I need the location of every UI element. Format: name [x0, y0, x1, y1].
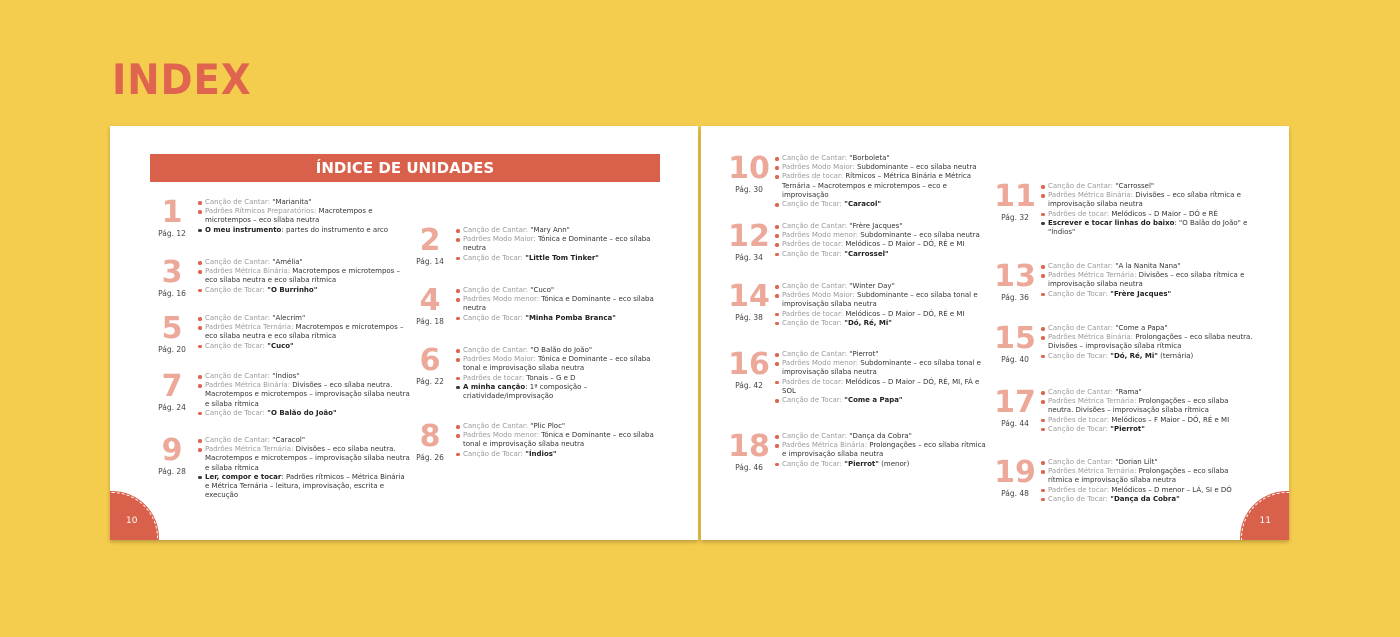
- line-text: Divisões – eco sílaba neutra. Macrotempos e microtempos – improvisação sílaba neutra e sílaba rítmica: [205, 381, 410, 408]
- unit-line: [1041, 495, 1253, 504]
- unit-lines: [198, 198, 410, 235]
- line-label: Canção de Cantar:: [782, 282, 847, 290]
- unit-line: [456, 295, 668, 313]
- unit-number-block: [727, 219, 771, 262]
- unit-line: [456, 450, 668, 459]
- unit-number: 13: [994, 259, 1036, 294]
- line-label: Canção de Tocar:: [782, 396, 842, 405]
- line-label: Canção de Cantar:: [1048, 388, 1113, 396]
- section-heading: ÍNDICE DE UNIDADES: [150, 154, 660, 182]
- unit-number-block: [993, 455, 1037, 498]
- line-bold-text: "Pierrot": [1107, 424, 1145, 433]
- line-text: "Alecrim": [270, 314, 306, 322]
- line-text: "Borboleta": [847, 154, 890, 162]
- unit-line: [198, 409, 410, 418]
- line-text: "Dorian Lilt": [1113, 458, 1158, 466]
- unit-number: 2: [419, 223, 441, 258]
- unit-line: [198, 314, 410, 323]
- unit-line: [775, 222, 987, 231]
- line-label: Canção de Tocar:: [1048, 424, 1108, 433]
- unit-line: [456, 346, 668, 355]
- unit-number-block: [993, 179, 1037, 222]
- line-bold-text: Ler, compor e tocar: [205, 472, 282, 481]
- unit-line: [775, 319, 987, 328]
- line-text: "Come a Papa": [1113, 324, 1168, 332]
- line-text: "O Balão do João": [528, 346, 593, 354]
- unit-line: [775, 291, 987, 309]
- line-label: Padrões Métrica Binária:: [782, 441, 868, 450]
- unit-number-block: [150, 311, 194, 354]
- unit-line: [1041, 262, 1253, 271]
- unit-number-block: [408, 419, 452, 462]
- line-label: Padrões Métrica Binária:: [1048, 191, 1134, 200]
- unit-line: [456, 374, 668, 383]
- unit-page-ref: Pág. 28: [158, 467, 186, 476]
- line-text: Macrotempos e microtempos – eco sílaba neutra: [205, 207, 373, 225]
- line-label: Padrões Métrica Ternária:: [1048, 467, 1137, 476]
- page-number-right: 11: [1259, 516, 1271, 526]
- line-text: (menor): [878, 459, 910, 468]
- line-label: Padrões de tocar:: [1048, 209, 1110, 218]
- line-label: Padrões de tocar:: [463, 373, 525, 382]
- line-text: Melódicos – D Maior – DÓ, RÉ e MI: [843, 309, 965, 318]
- unit-number-block: [150, 255, 194, 298]
- line-label: Padrões Modo Maior:: [782, 291, 855, 300]
- line-text: "Pierrot": [847, 350, 879, 358]
- line-label: Canção de Cantar:: [205, 258, 270, 266]
- unit-line: [1041, 416, 1253, 425]
- unit-line: [198, 286, 410, 295]
- line-bold-text: "Come a Papa": [841, 396, 903, 405]
- unit-number-block: [408, 343, 452, 386]
- unit-line: [775, 163, 987, 172]
- line-label: Canção de Cantar:: [1048, 458, 1113, 466]
- line-text: "Marianita": [270, 198, 312, 206]
- unit-line: [198, 198, 410, 207]
- line-bold-text: "Caracol": [841, 200, 881, 209]
- line-bold-text: "Frère Jacques": [1107, 289, 1172, 298]
- line-text: Tónica e Dominante – eco sílaba tonal e improvisação sílaba neutra: [463, 355, 651, 373]
- line-bold-text: "Dó, Ré, Mi": [841, 318, 892, 327]
- line-label: Padrões Métrica Binária:: [205, 267, 291, 276]
- line-bold-text: "Carrossel": [841, 249, 889, 258]
- line-text: Prolongações – eco sílaba neutra. Divisões – improvisação sílaba rítmica: [1048, 397, 1229, 415]
- unit-line: [1041, 290, 1253, 299]
- line-text: Tonais – G e D: [524, 373, 576, 382]
- unit-page-ref: Pág. 34: [735, 253, 763, 262]
- unit-lines: [456, 422, 668, 459]
- unit-lines: [775, 222, 987, 259]
- unit-page-ref: Pág. 42: [735, 381, 763, 390]
- unit-number: 7: [161, 369, 183, 404]
- unit-number: 18: [728, 429, 770, 464]
- unit-page-ref: Pág. 30: [735, 185, 763, 194]
- unit-line: [456, 226, 668, 235]
- line-label: Padrões Modo menor:: [463, 295, 540, 304]
- unit-line: [775, 250, 987, 259]
- unit-line: [1041, 333, 1253, 351]
- line-label: Padrões de tocar:: [782, 377, 844, 386]
- line-label: Canção de Cantar:: [1048, 324, 1113, 332]
- unit-lines: [456, 226, 668, 263]
- line-bold-text: "Pierrot": [841, 459, 879, 468]
- line-text: "Dança da Cobra": [847, 432, 912, 440]
- unit-line: [198, 381, 410, 409]
- unit-line: [456, 286, 668, 295]
- unit-line: [775, 432, 987, 441]
- line-label: Padrões Modo Maior:: [463, 355, 536, 364]
- line-text: Tónica e Dominante – eco sílaba tonal e improvisação sílaba neutra: [463, 431, 654, 449]
- unit-lines: [198, 436, 410, 500]
- line-label: Canção de Tocar:: [205, 285, 265, 294]
- line-bold-text: "O Burrinho": [264, 285, 318, 294]
- line-text: "Carrossel": [1113, 182, 1155, 190]
- unit-page-ref: Pág. 32: [1001, 213, 1029, 222]
- line-label: Canção de Tocar:: [782, 249, 842, 258]
- line-text: "Amélia": [270, 258, 303, 266]
- line-label: Canção de Cantar:: [463, 346, 528, 354]
- unit-lines: [456, 346, 668, 401]
- line-text: : 1ª composição – criatividade/improvisação: [463, 382, 588, 401]
- unit-lines: [1041, 324, 1253, 361]
- line-text: (ternária): [1157, 351, 1194, 360]
- line-text: "Índios": [270, 372, 300, 380]
- unit-line: [198, 323, 410, 341]
- unit-line: [775, 240, 987, 249]
- unit-number-block: [993, 259, 1037, 302]
- line-label: Canção de Cantar:: [782, 432, 847, 440]
- unit-line: [198, 267, 410, 285]
- line-text: : Padrões rítmicos – Métrica Binária e Métrica Ternária – leitura, improvisação, escrita e execução: [205, 472, 405, 500]
- unit-number-block: [993, 321, 1037, 364]
- line-label: Padrões Modo Maior:: [463, 235, 536, 244]
- line-label: Canção de Cantar:: [463, 422, 528, 430]
- line-label: Padrões Métrica Ternária:: [205, 323, 294, 332]
- unit-page-ref: Pág. 44: [1001, 419, 1029, 428]
- unit-number: 15: [994, 321, 1036, 356]
- line-bold-text: "O Balão do João": [264, 408, 337, 417]
- unit-line: [1041, 210, 1253, 219]
- unit-page-ref: Pág. 40: [1001, 355, 1029, 364]
- line-text: Melódicos – D Maior – DÓ e RÉ: [1109, 209, 1218, 218]
- line-label: Padrões Modo menor:: [782, 359, 859, 368]
- unit-number-block: [727, 347, 771, 390]
- line-bold-text: "Dança da Cobra": [1107, 494, 1180, 503]
- line-bold-text: "Cuco": [264, 341, 294, 350]
- line-label: Padrões Métrica Binária:: [1048, 333, 1134, 342]
- unit-line: [1041, 271, 1253, 289]
- line-text: "Plic Ploc": [528, 422, 566, 430]
- line-text: "Mary Ann": [528, 226, 570, 234]
- unit-line: [1041, 467, 1253, 485]
- line-text: Divisões – eco sílaba rítmica e improvisação sílaba neutra: [1048, 191, 1241, 209]
- unit-lines: [198, 314, 410, 351]
- unit-lines: [456, 286, 668, 323]
- unit-lines: [775, 432, 987, 469]
- line-bold-text: "Little Tom Tinker": [522, 253, 599, 262]
- unit-line: [456, 431, 668, 449]
- line-label: Canção de Tocar:: [1048, 494, 1108, 503]
- line-text: : "O Balão do João" e "Índios": [1048, 218, 1248, 237]
- unit-line: [1041, 324, 1253, 333]
- unit-number-block: [408, 283, 452, 326]
- line-text: Macrotempos e microtempos – eco sílaba neutra e eco sílaba rítmica: [205, 267, 401, 285]
- unit-page-ref: Pág. 48: [1001, 489, 1029, 498]
- unit-line: [1041, 219, 1253, 237]
- line-label: Padrões de tocar:: [1048, 415, 1110, 424]
- unit-number-block: [150, 195, 194, 238]
- unit-line: [198, 473, 410, 501]
- line-text: Tónica e Dominante – eco sílaba neutra: [463, 235, 651, 253]
- unit-number: 1: [161, 195, 183, 230]
- unit-number-block: [150, 369, 194, 412]
- line-label: Canção de Tocar:: [782, 318, 842, 327]
- unit-lines: [1041, 388, 1253, 434]
- line-label: Padrões Modo menor:: [782, 231, 859, 240]
- unit-lines: [775, 350, 987, 405]
- unit-number: 19: [994, 455, 1036, 490]
- unit-line: [198, 445, 410, 473]
- unit-number: 12: [728, 219, 770, 254]
- line-text: Tónica e Dominante – eco sílaba neutra: [463, 295, 654, 313]
- unit-line: [456, 422, 668, 431]
- unit-number: 17: [994, 385, 1036, 420]
- unit-line: [456, 314, 668, 323]
- line-text: Prolongações – eco sílaba neutra. Divisões – improvisação sílaba rítmica: [1048, 333, 1253, 351]
- line-text: "Frère Jacques": [847, 222, 903, 230]
- unit-line: [198, 226, 410, 235]
- unit-line: [775, 172, 987, 200]
- line-label: Padrões de tocar:: [782, 309, 844, 318]
- unit-line: [456, 235, 668, 253]
- line-text: Melódicos – D menor – LÁ, SI e DÓ: [1109, 485, 1232, 494]
- unit-line: [456, 383, 668, 401]
- unit-page-ref: Pág. 20: [158, 345, 186, 354]
- unit-lines: [1041, 262, 1253, 299]
- line-label: Canção de Tocar:: [205, 341, 265, 350]
- line-label: Canção de Cantar:: [782, 222, 847, 230]
- line-label: Canção de Cantar:: [1048, 182, 1113, 190]
- unit-line: [1041, 425, 1253, 434]
- line-label: Padrões de tocar:: [782, 172, 844, 181]
- line-label: Padrões Métrica Ternária:: [1048, 397, 1137, 406]
- index-title: INDEX: [112, 55, 252, 104]
- unit-number-block: [408, 223, 452, 266]
- line-label: Canção de Tocar:: [1048, 351, 1108, 360]
- unit-page-ref: Pág. 14: [416, 257, 444, 266]
- line-text: Subdominante – eco sílaba tonal e improvisação sílaba neutra: [782, 291, 978, 309]
- line-text: Subdominante – eco sílaba neutra: [854, 163, 977, 172]
- line-bold-text: "Dó, Ré, Mi": [1107, 351, 1158, 360]
- line-text: Melódicos – D Maior – DÓ, RÉ e MI: [843, 240, 965, 249]
- line-text: Prolongações – eco sílaba rítmica e improvisação sílaba neutra: [1048, 467, 1229, 485]
- line-text: Melódicos – F Maior – DÓ, RÉ e MI: [1109, 415, 1230, 424]
- unit-page-ref: Pág. 12: [158, 229, 186, 238]
- unit-lines: [775, 282, 987, 328]
- unit-page-ref: Pág. 26: [416, 453, 444, 462]
- unit-lines: [1041, 182, 1253, 237]
- line-label: Canção de Cantar:: [1048, 262, 1113, 270]
- unit-line: [198, 372, 410, 381]
- unit-line: [1041, 397, 1253, 415]
- line-label: Canção de Tocar:: [463, 253, 523, 262]
- unit-number: 3: [161, 255, 183, 290]
- unit-line: [775, 359, 987, 377]
- line-label: Canção de Tocar:: [463, 449, 523, 458]
- line-text: Subdominante – eco sílaba tonal e improvisação sílaba neutra: [782, 359, 981, 377]
- page-number-left: 10: [126, 516, 138, 526]
- unit-lines: [198, 258, 410, 295]
- line-label: Padrões de tocar:: [782, 240, 844, 249]
- unit-number: 16: [728, 347, 770, 382]
- line-text: Rítmicos – Métrica Binária e Métrica Ternária – Macrotempos e microtempos – eco e improvisação: [782, 172, 972, 199]
- unit-line: [198, 436, 410, 445]
- unit-number: 9: [161, 433, 183, 468]
- unit-line: [456, 254, 668, 263]
- line-label: Canção de Cantar:: [782, 350, 847, 358]
- line-label: Padrões Modo Maior:: [782, 163, 855, 172]
- unit-number: 10: [728, 151, 770, 186]
- line-text: "Caracol": [270, 436, 306, 444]
- right-page: [701, 126, 1289, 540]
- unit-line: [198, 342, 410, 351]
- unit-lines: [198, 372, 410, 418]
- line-label: Padrões Métrica Ternária:: [1048, 271, 1137, 280]
- unit-page-ref: Pág. 38: [735, 313, 763, 322]
- line-label: Padrões Modo menor:: [463, 431, 540, 440]
- unit-line: [1041, 182, 1253, 191]
- line-text: Macrotempos e microtempos – eco sílaba neutra e eco sílaba rítmica: [205, 323, 404, 341]
- unit-number-block: [150, 433, 194, 476]
- line-text: "Winter Day": [847, 282, 895, 290]
- unit-number: 6: [419, 343, 441, 378]
- line-text: Subdominante – eco sílaba neutra: [858, 231, 980, 240]
- unit-number: 8: [419, 419, 441, 454]
- unit-page-ref: Pág. 46: [735, 463, 763, 472]
- line-label: Canção de Tocar:: [463, 313, 523, 322]
- unit-line: [775, 154, 987, 163]
- line-label: Canção de Tocar:: [205, 408, 265, 417]
- line-bold-text: "Minha Pomba Branca": [522, 313, 616, 322]
- line-bold-text: A minha canção: [463, 382, 526, 391]
- unit-number-block: [727, 429, 771, 472]
- line-label: Canção de Tocar:: [782, 459, 842, 468]
- line-label: Padrões de tocar:: [1048, 485, 1110, 494]
- line-label: Canção de Cantar:: [205, 314, 270, 322]
- unit-line: [775, 282, 987, 291]
- line-label: Canção de Cantar:: [463, 286, 528, 294]
- line-text: Divisões – eco sílaba rítmica e improvisação sílaba neutra: [1048, 271, 1245, 289]
- unit-page-ref: Pág. 18: [416, 317, 444, 326]
- unit-line: [775, 396, 987, 405]
- line-bold-text: "Índios": [522, 449, 557, 458]
- line-label: Canção de Tocar:: [782, 200, 842, 209]
- unit-lines: [775, 154, 987, 209]
- unit-line: [198, 207, 410, 225]
- line-text: "Cuco": [528, 286, 555, 294]
- unit-number: 4: [419, 283, 441, 318]
- line-label: Canção de Cantar:: [463, 226, 528, 234]
- unit-line: [456, 355, 668, 373]
- unit-number: 5: [161, 311, 183, 346]
- line-bold-text: O meu instrumento: [205, 225, 282, 234]
- unit-line: [1041, 352, 1253, 361]
- line-text: Melódicos – D Maior – DÓ, RÉ, MI, FÁ e SOL: [782, 377, 980, 395]
- unit-line: [775, 200, 987, 209]
- unit-line: [775, 441, 987, 459]
- line-text: : partes do instrumento e arco: [281, 225, 389, 234]
- unit-number-block: [727, 151, 771, 194]
- line-label: Canção de Cantar:: [782, 154, 847, 162]
- line-text: Prolongações – eco sílaba rítmica e improvisação sílaba neutra: [782, 441, 986, 459]
- line-text: "A la Nanita Nana": [1113, 262, 1181, 270]
- unit-line: [775, 460, 987, 469]
- unit-line: [1041, 486, 1253, 495]
- unit-number-block: [993, 385, 1037, 428]
- unit-line: [775, 378, 987, 396]
- line-label: Padrões Métrica Ternária:: [205, 445, 294, 454]
- line-label: Canção de Cantar:: [205, 436, 270, 444]
- left-page: [110, 126, 698, 540]
- unit-page-ref: Pág. 16: [158, 289, 186, 298]
- line-label: Canção de Tocar:: [1048, 289, 1108, 298]
- line-label: Padrões Rítmicos Preparatórios:: [205, 207, 317, 216]
- unit-lines: [1041, 458, 1253, 504]
- unit-page-ref: Pág. 36: [1001, 293, 1029, 302]
- unit-line: [1041, 388, 1253, 397]
- unit-line: [1041, 458, 1253, 467]
- unit-line: [775, 310, 987, 319]
- unit-page-ref: Pág. 24: [158, 403, 186, 412]
- unit-line: [775, 350, 987, 359]
- unit-number: 14: [728, 279, 770, 314]
- unit-page-ref: Pág. 22: [416, 377, 444, 386]
- line-text: Divisões – eco sílaba neutra. Macrotempos e microtempos – improvisação sílaba neutra e sílaba rítmica: [205, 445, 410, 472]
- unit-number-block: [727, 279, 771, 322]
- line-label: Padrões Métrica Binária:: [205, 381, 291, 390]
- line-text: "Rama": [1113, 388, 1142, 396]
- unit-line: [198, 258, 410, 267]
- line-label: Canção de Cantar:: [205, 198, 270, 206]
- line-label: Canção de Cantar:: [205, 372, 270, 380]
- unit-line: [1041, 191, 1253, 209]
- unit-number: 11: [994, 179, 1036, 214]
- line-bold-text: Escrever e tocar linhas do baixo: [1048, 218, 1175, 227]
